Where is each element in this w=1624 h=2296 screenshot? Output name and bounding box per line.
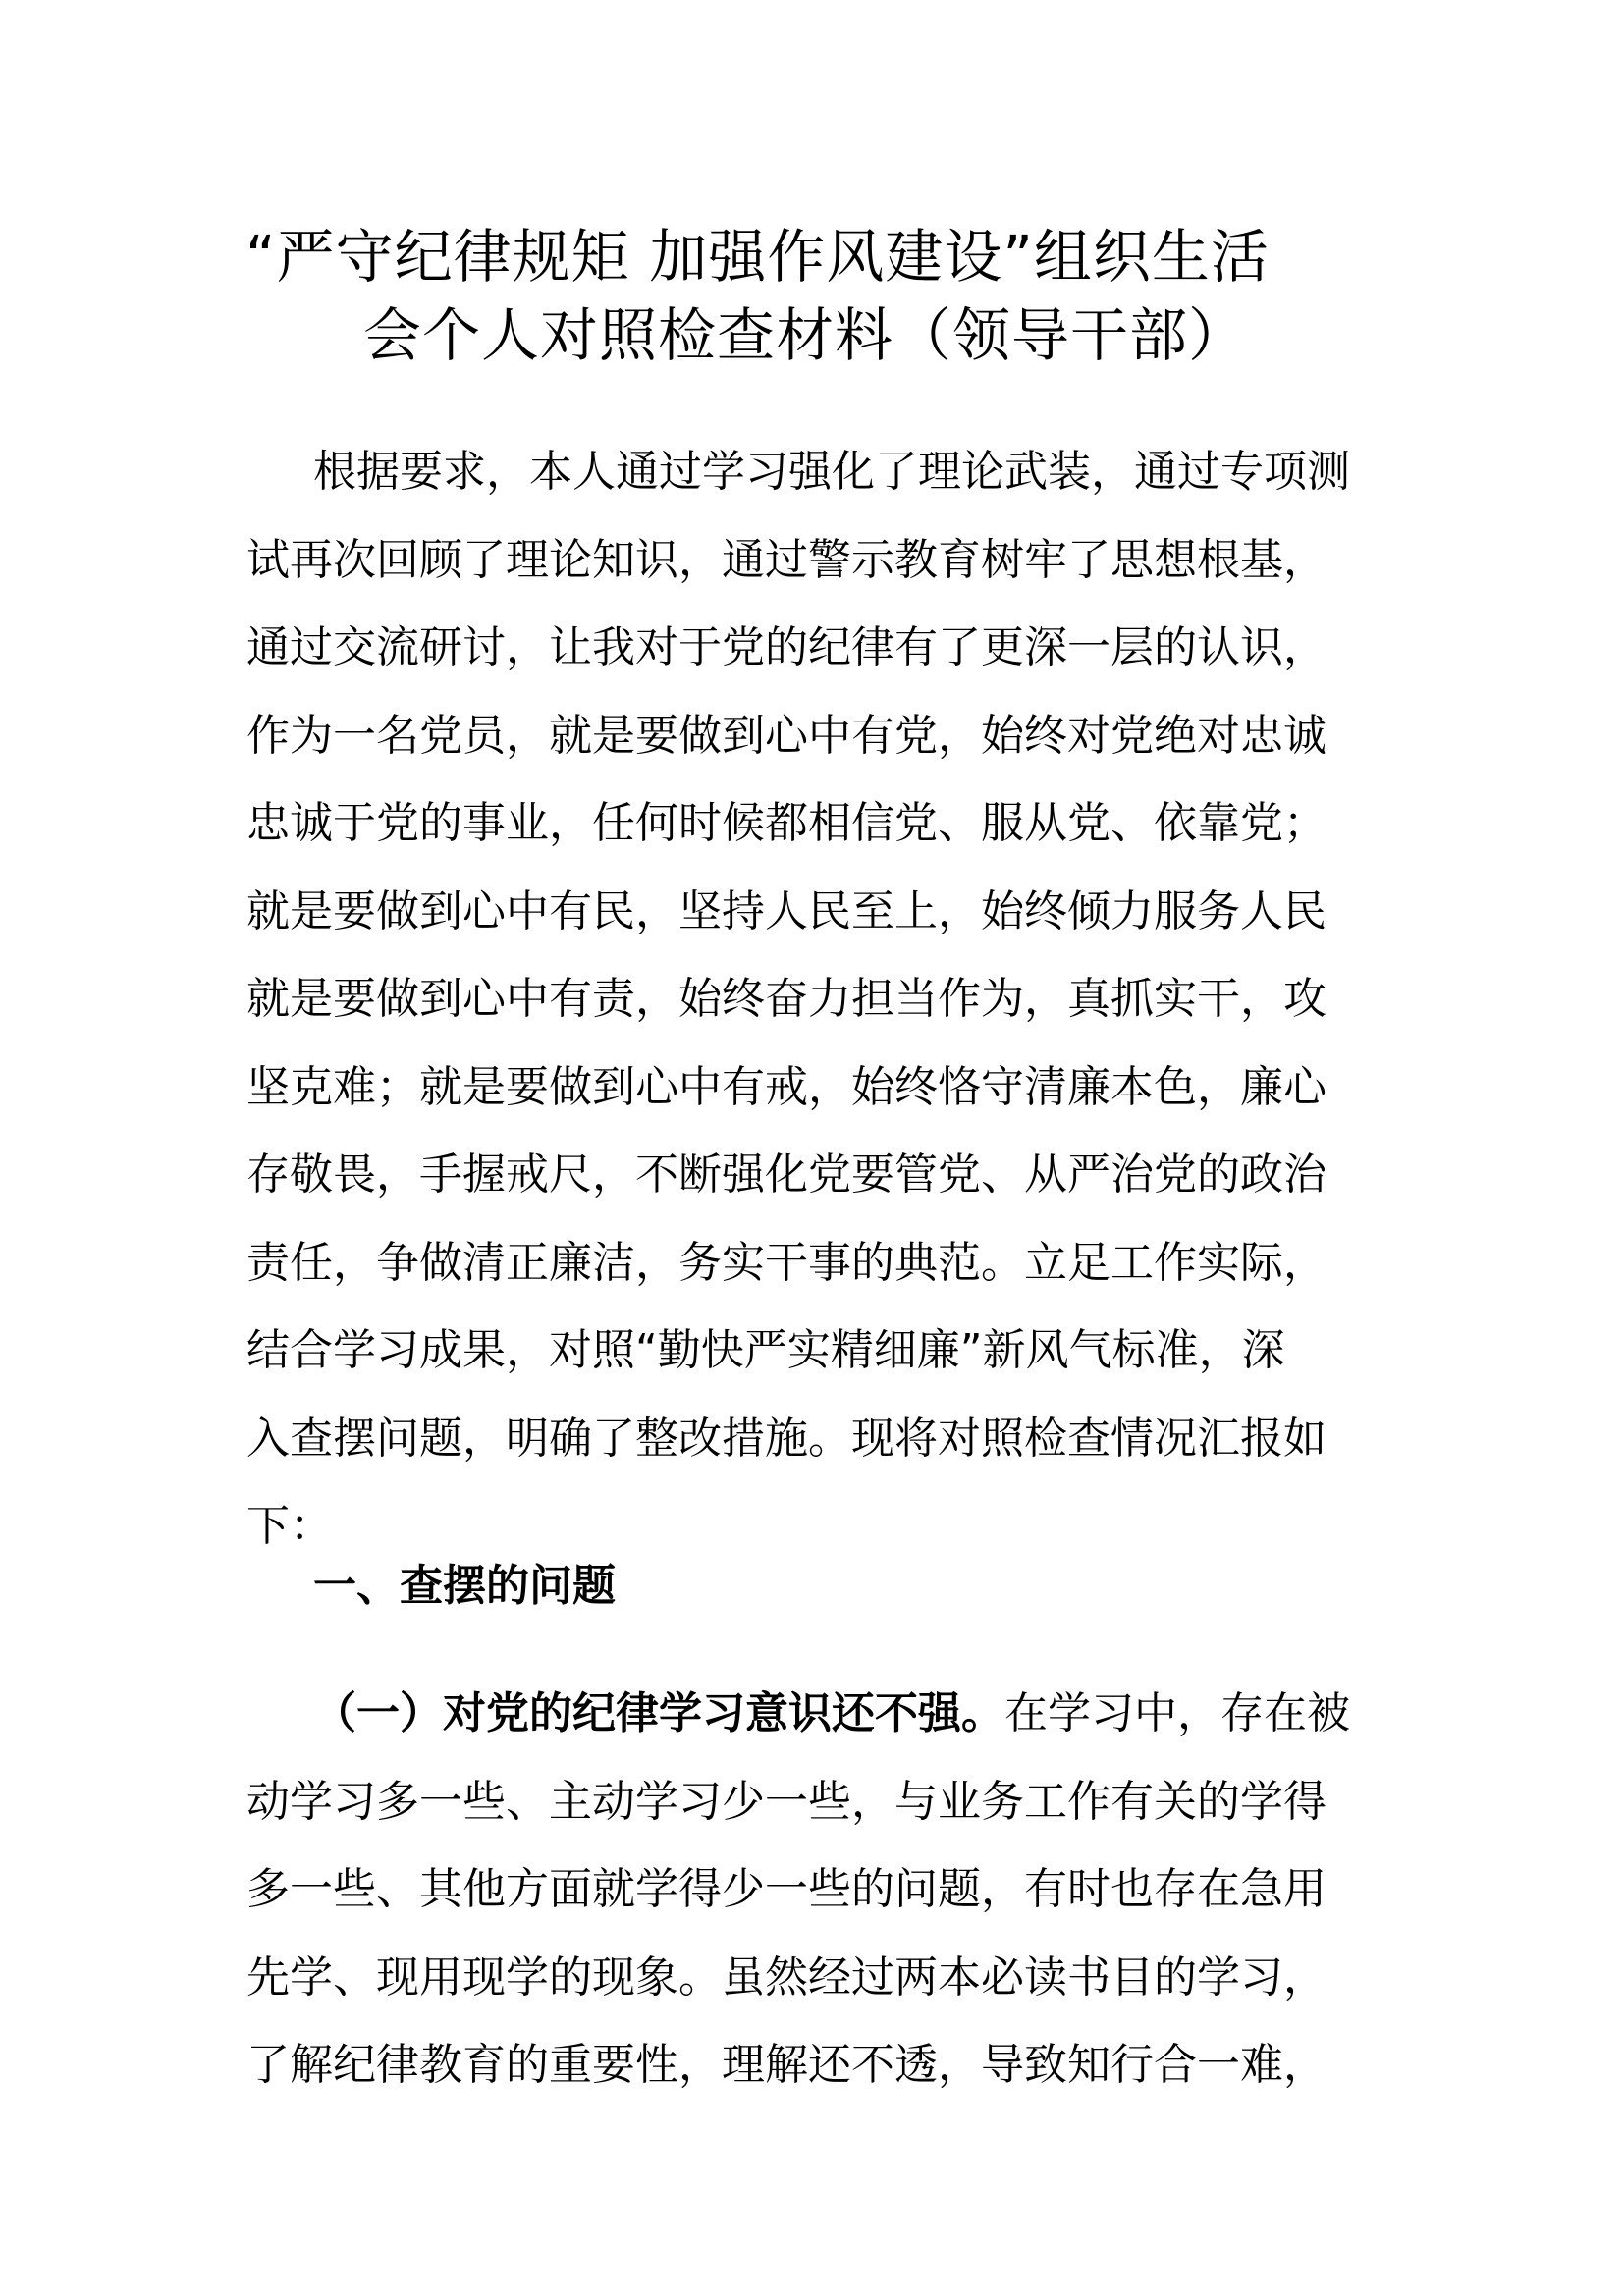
section-1-line: 多一些、其他方面就学得少一些的问题，有时也存在急用 xyxy=(246,1864,1326,1914)
intro-line: 入查摆问题，明确了整改措施。现将对照检查情况汇报如 xyxy=(246,1413,1326,1464)
intro-line: 忠诚于党的事业，任何时候都相信党、服从党、依靠党； xyxy=(246,798,1326,848)
document-title xyxy=(216,218,1414,375)
intro-line: 结合学习成果，对照“勤快严实精细廉”新风气标准，深 xyxy=(246,1325,1285,1375)
title-line-2: 会个人对照检查材料（领导干部） xyxy=(363,301,1248,369)
intro-line: 根据要求，本人通过学习强化了理论武装，通过专项测 xyxy=(313,447,1350,497)
intro-line: 作为一名党员，就是要做到心中有党，始终对党绝对忠诚 xyxy=(246,710,1326,761)
intro-paragraph xyxy=(246,428,1395,1571)
section-heading-problems: 一、查摆的问题 xyxy=(313,1561,616,1611)
intro-line: 试再次回顾了理论知识，通过警示教育树牢了思想根基， xyxy=(246,534,1326,585)
section-1-line: 动学习多一些、主动学习少一些，与业务工作有关的学得 xyxy=(246,1776,1326,1827)
intro-line: 就是要做到心中有责，始终奋力担当作为，真抓实干，攻 xyxy=(246,974,1326,1024)
title-line-1: “严守纪律规矩 加强作风建设”组织生活 xyxy=(245,223,1270,291)
intro-line: 下： xyxy=(246,1501,333,1551)
intro-line: 就是要做到心中有民，坚持人民至上，始终倾力服务人民 xyxy=(246,885,1326,936)
section-1-first-line xyxy=(246,1670,1395,1758)
intro-line: 存敬畏，手握戒尺，不断强化党要管党、从严治党的政治 xyxy=(246,1149,1326,1200)
intro-line: 责任，争做清正廉洁，务实干事的典范。立足工作实际， xyxy=(246,1237,1326,1288)
intro-line: 通过交流研讨，让我对于党的纪律有了更深一层的认识， xyxy=(246,622,1326,672)
section-1-line: 了解纪律教育的重要性，理解还不透，导致知行合一难， xyxy=(246,2040,1326,2090)
section-1-bold-lead: （一）对党的纪律学习意识还不强。 xyxy=(313,1688,1004,1738)
intro-line: 坚克难；就是要做到心中有戒，始终恪守清廉本色，廉心 xyxy=(246,1061,1326,1112)
section-1-line: 先学、现用现学的现象。虽然经过两本必读书目的学习， xyxy=(246,1951,1326,2002)
section-1-first-line-rest: 在学习中，存在被 xyxy=(1004,1688,1350,1738)
section-1-paragraph xyxy=(246,1670,1395,2109)
